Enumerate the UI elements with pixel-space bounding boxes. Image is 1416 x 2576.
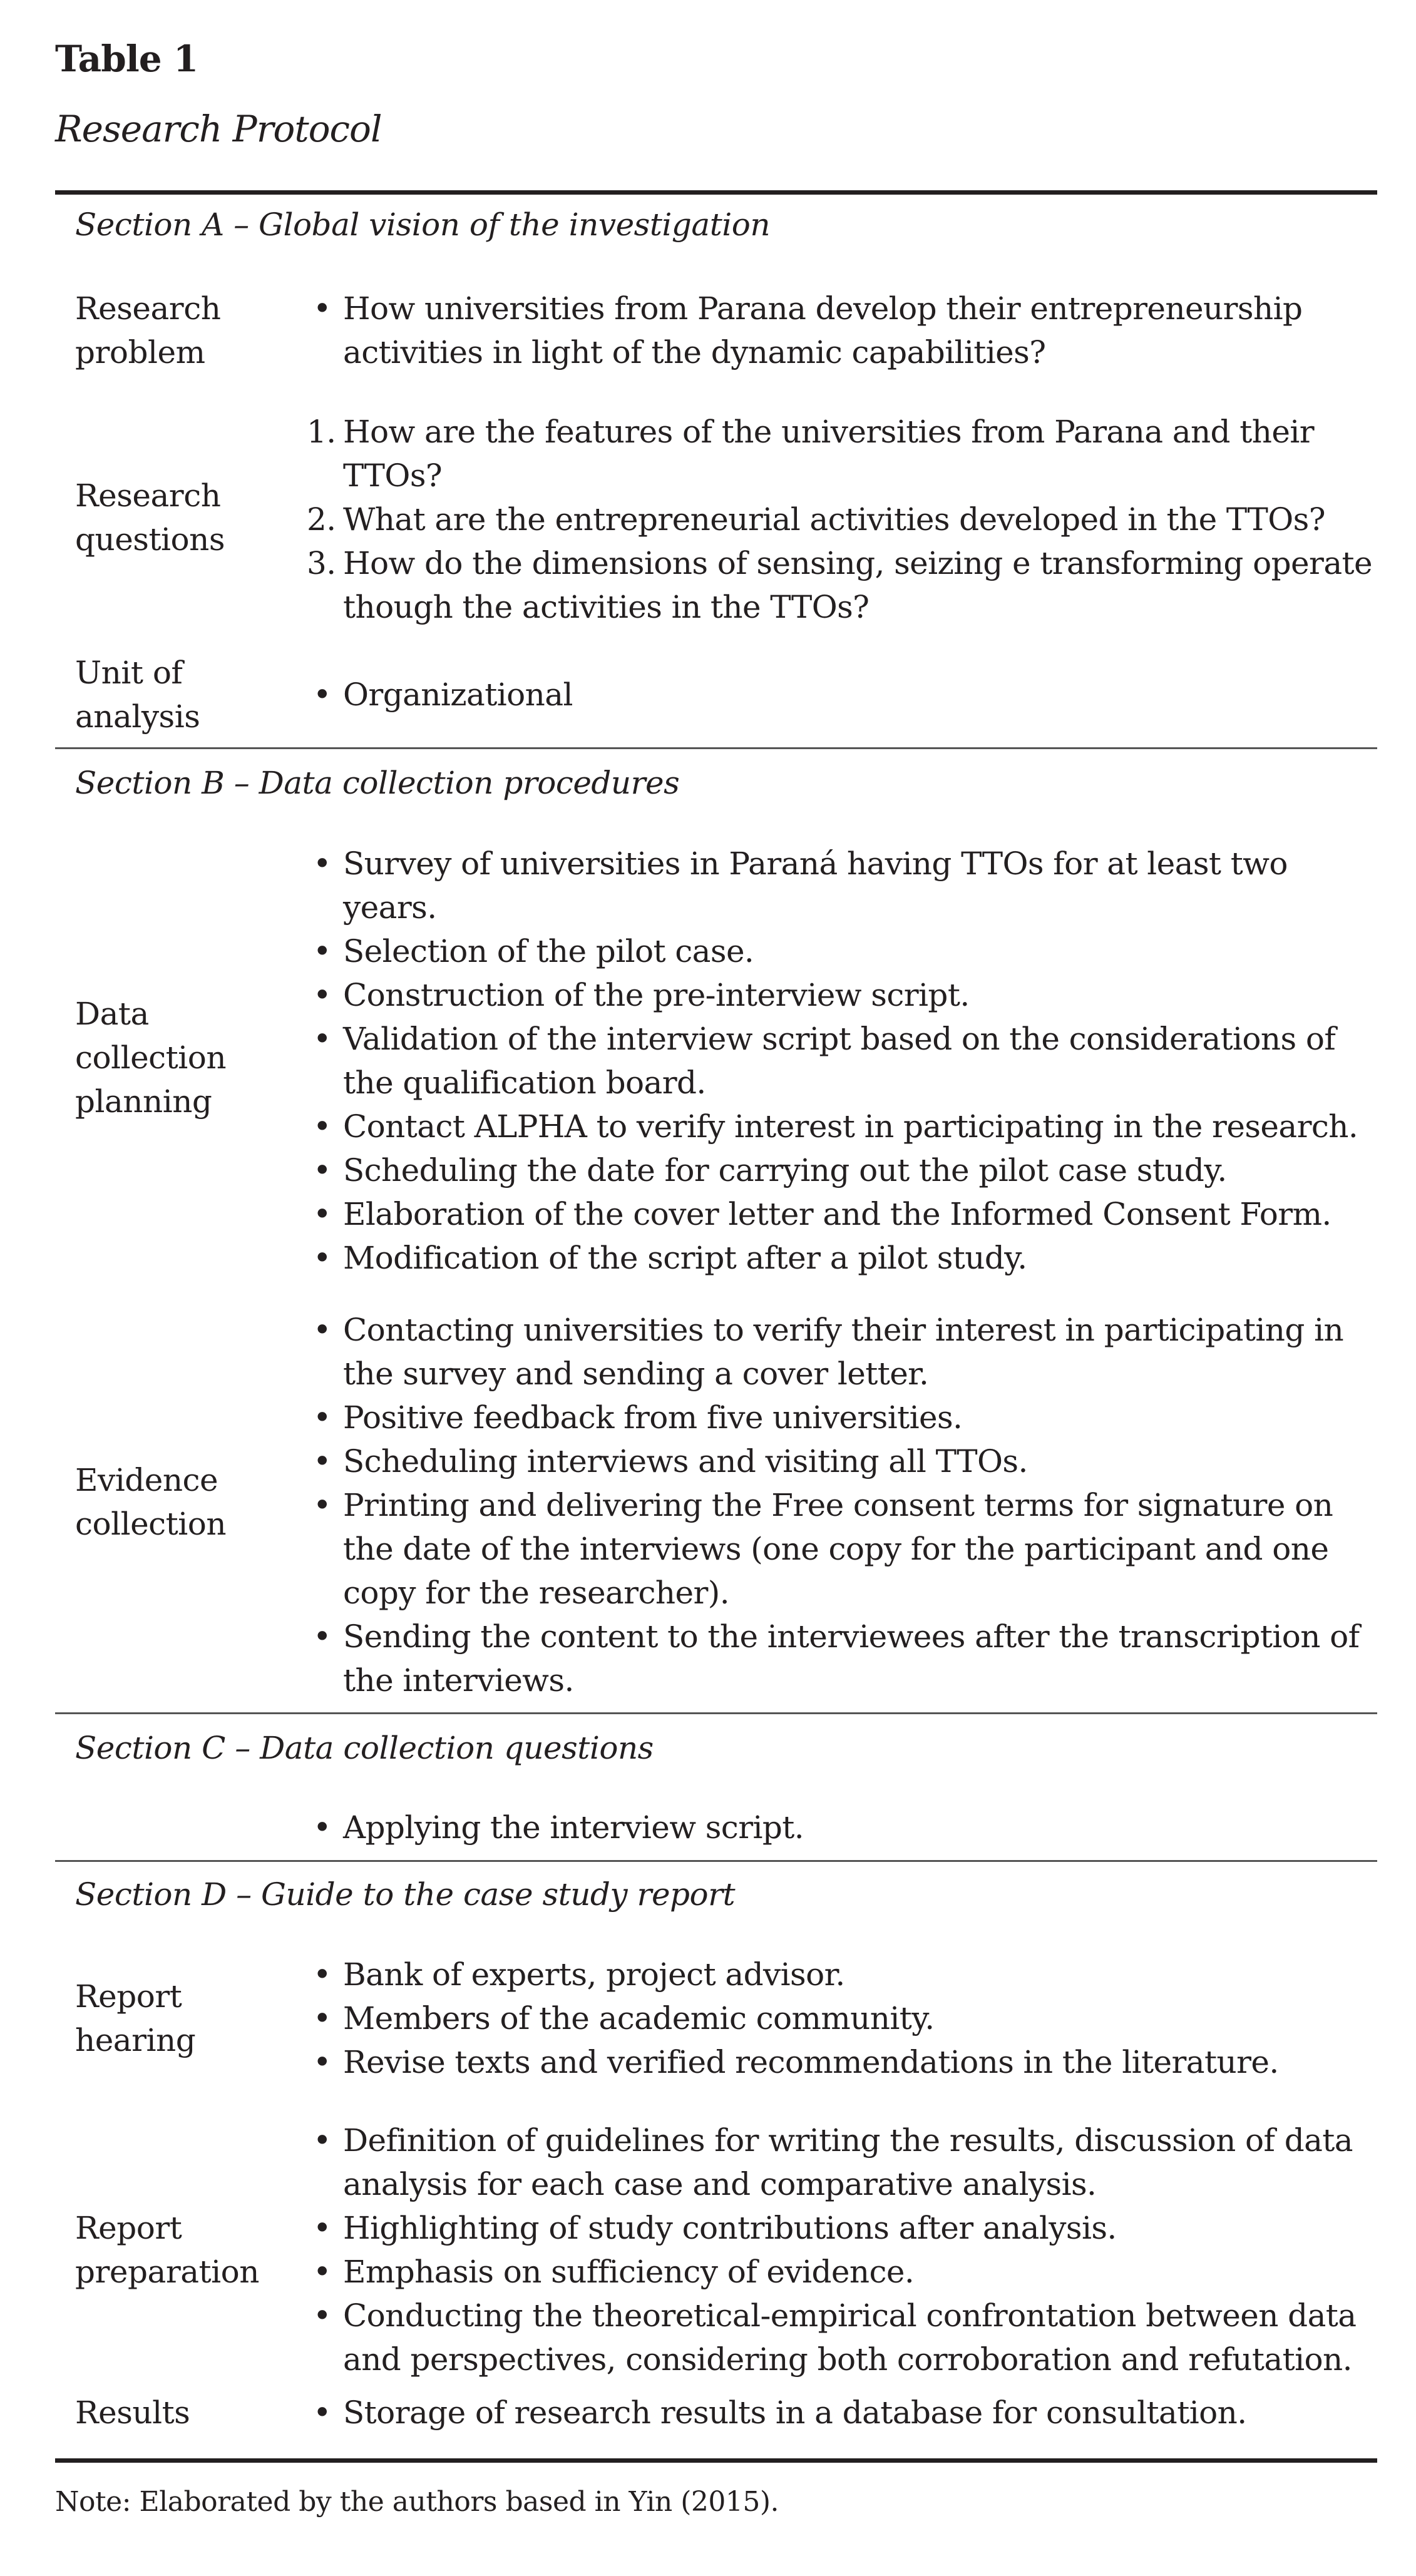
list-item: 1. How are the features of the universities from Parana and their TTOs? [307,414,1315,494]
list-item: • Elaboration of the cover letter and the Informed Consent Form. [313,1192,1377,1236]
row-label-results: Results [75,2395,190,2431]
list-item: • Scheduling the date for carrying out the pilot case study. [313,1148,1377,1192]
list-item: • Survey of universities in Paraná having TTOs for at least two years. [313,842,1377,929]
bottom-rule [55,2458,1377,2463]
report-hearing-list [313,1953,1377,2084]
list-item: • Selection of the pilot case. [313,929,1377,973]
list-item: • Emphasis on sufficiency of evidence. [313,2250,1377,2294]
table-note: Note: Elaborated by the authors based in Yin (2015). [55,2486,779,2518]
table-title: Research Protocol [55,108,382,150]
section-a-heading: Section A – Global vision of the investigation [75,207,771,243]
list-item: • Conducting the theoretical-empirical confrontation between data and perspectives, considering both corroboration and refutation. [313,2294,1377,2381]
list-item: • Scheduling interviews and visiting all TTOs. [313,1439,1377,1483]
top-rule [55,190,1377,195]
table-label: Table 1 [55,38,198,80]
section-d-heading: Section D – Guide to the case study report [75,1876,736,1913]
row-label-data-collection-planning: Data collection planning [75,996,227,1120]
row-label-research-problem: Research problem [75,290,221,371]
section-divider [55,1860,1377,1862]
row-label-report-preparation: Report preparation [75,2210,259,2290]
data-collection-questions-list [313,1806,1377,1849]
results-list [313,2391,1377,2435]
list-item: • Revise texts and verified recommendations in the literature. [313,2040,1377,2084]
list-item: • Construction of the pre-interview script. [313,973,1377,1017]
list-item: • Contact ALPHA to verify interest in participating in the research. [313,1105,1377,1148]
list-item: • Validation of the interview script based on the considerations of the qualification board. [313,1017,1377,1105]
list-item: • Sending the content to the interviewees after the transcription of the interviews. [313,1615,1377,1702]
list-item: • Definition of guidelines for writing the results, discussion of data analysis for each case and comparative analysis. [313,2119,1377,2206]
list-item: • Highlighting of study contributions after analysis. [313,2206,1377,2250]
list-item: • Printing and delivering the Free consent terms for signature on the date of the interviews (one copy for the participant and one copy for the researcher). [313,1483,1377,1615]
research-problem-list [313,287,1377,374]
list-item: 3. How do the dimensions of sensing, seizing e transforming operate though the activities in the TTOs? [307,545,1373,625]
row-label-report-hearing: Report hearing [75,1978,196,2058]
list-item: • Contacting universities to verify their interest in participating in the survey and sending a cover letter. [313,1308,1377,1396]
data-collection-planning-list [313,842,1377,1280]
list-item: • Positive feedback from five universities. [313,1396,1377,1439]
section-c-heading: Section C – Data collection questions [75,1730,654,1766]
row-label-evidence-collection: Evidence collection [75,1462,227,1542]
row-label-research-questions: Research questions [75,478,225,558]
unit-of-analysis-list [313,673,1377,717]
list-item: • Members of the academic community. [313,1996,1377,2040]
research-questions-list [307,410,1377,629]
list-item: 2. What are the entrepreneurial activities developed in the TTOs? [307,501,1325,538]
list-item: • Bank of experts, project advisor. [313,1953,1377,1996]
list-item: • Organizational [313,673,1377,717]
evidence-collection-list [313,1308,1377,1702]
report-preparation-list [313,2119,1377,2381]
list-item: • Storage of research results in a database for consultation. [313,2391,1377,2435]
list-item: • Applying the interview script. [313,1806,1377,1849]
list-item: • Modification of the script after a pilot study. [313,1236,1377,1280]
section-divider [55,1712,1377,1714]
section-b-heading: Section B – Data collection procedures [75,765,680,801]
section-divider [55,747,1377,749]
row-label-unit-of-analysis: Unit of analysis [75,655,200,735]
list-item: • How universities from Parana develop their entrepreneurship activities in light of the dynamic capabilities? [313,287,1377,374]
